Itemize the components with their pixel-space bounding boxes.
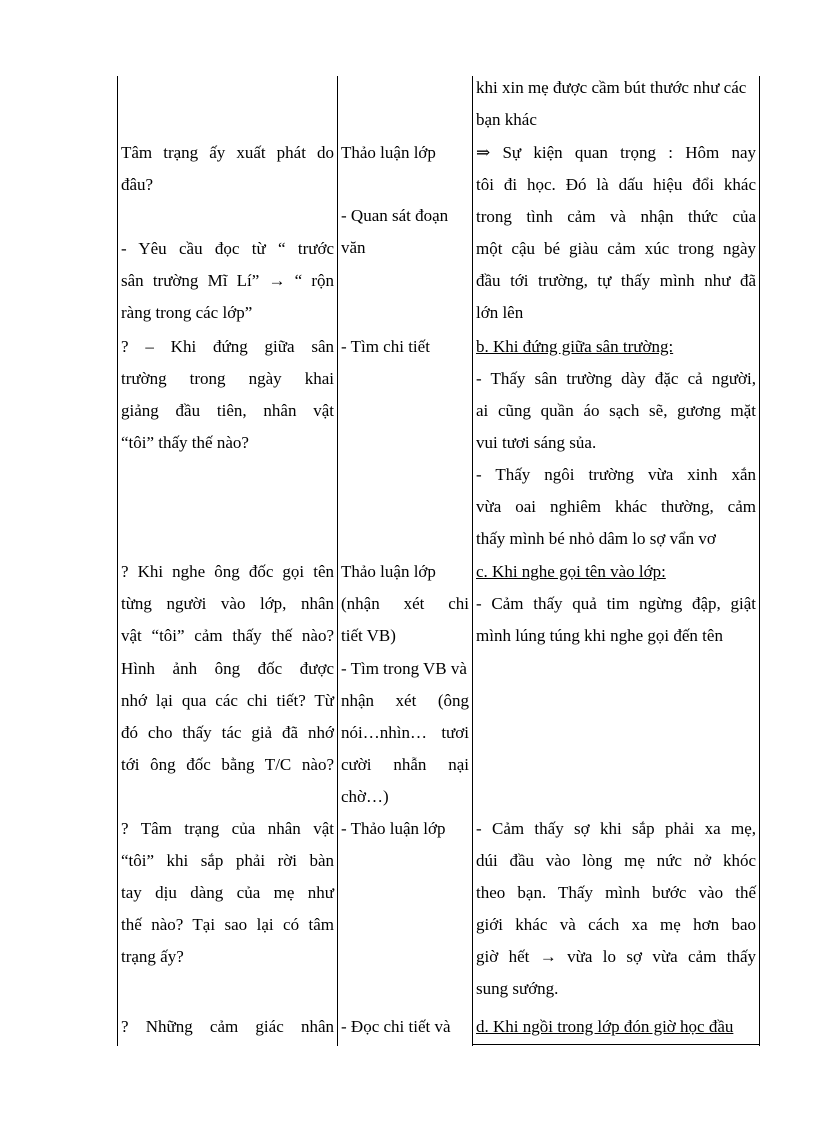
col1-question-5: Hình ảnh ông đốc được nhớ lại qua các chi tiết? Từ đó cho thấy tác giả đã nhớ tới ông đốc bằng T/C nào? <box>121 659 334 774</box>
col1-question-6: ? Tâm trạng của nhân vật “tôi” khi sắp phải rời bàn tay dịu dàng của mẹ như thế nào? Tại sao lại có tâm trạng ấy? <box>121 819 334 966</box>
col1-question-3: ? – Khi đứng giữa sân trường trong ngày khai giảng đầu tiên, nhân vật “tôi” thấy thế nào? <box>121 337 334 452</box>
col2-activity-4: Thảo luận lớp (nhận xét chi tiết VB) <box>341 562 469 645</box>
col3-content-6: - Cảm thấy sợ khi sắp phải xa mẹ, dúi đầu vào lòng mẹ nức nở khóc theo bạn. Thấy mình bước vào thế giới khác và cách xa mẹ hơn bao giờ hết → vừa lo sợ vừa cảm thấy sung sướng. <box>476 819 756 998</box>
col1-question-4: ? Khi nghe ông đốc gọi tên từng người vào lớp, nhân vật “tôi” cảm thấy thế nào? <box>121 562 334 645</box>
col3-content-4: - Thấy ngôi trường vừa xinh xắn vừa oai nghiêm khác thường, cảm thấy mình bé nhỏ dâm lo sợ vẩn vơ <box>476 465 756 548</box>
col2-activity-5: - Tìm trong VB và nhận xét (ông nói…nhìn… tươi cười nhẫn nại chờ…) <box>341 659 469 806</box>
col2-activity-7: - Đọc chi tiết và <box>341 1017 451 1036</box>
table-border-left <box>117 76 118 1046</box>
col3-heading-c: c. Khi nghe gọi tên vào lớp: <box>476 562 666 581</box>
col2-activity-3: - Tìm chi tiết <box>341 337 430 356</box>
col3-heading-b: b. Khi đứng giữa sân trường: <box>476 337 674 356</box>
table-border-col3 <box>472 76 473 1046</box>
table-border-bottom-col3 <box>472 1044 760 1045</box>
col1-question-1: Tâm trạng ấy xuất phát do đâu? <box>121 143 334 194</box>
col2-activity-2: - Quan sát đoạn văn <box>341 206 449 257</box>
col2-activity-1: Thảo luận lớp <box>341 143 436 162</box>
col2-activity-6: - Thảo luận lớp <box>341 819 446 838</box>
col1-question-2: - Yêu cầu đọc từ “ trước sân trường Mĩ Lí” → “ rộn ràng trong các lớp” <box>121 239 334 322</box>
col3-content-1: khi xin mẹ được cầm bút thước như các bạn khác <box>476 78 747 129</box>
col3-heading-d: d. Khi ngồi trong lớp đón giờ học đầu <box>476 1017 734 1036</box>
table-border-col2 <box>337 76 338 1046</box>
table-border-right <box>759 76 760 1046</box>
col3-content-3: - Thấy sân trường dày đặc cả người, ai cũng quần áo sạch sẽ, gương mặt vui tươi sáng sủa. <box>476 369 756 452</box>
col3-content-5: - Cảm thấy quả tim ngừng đập, giật mình lúng túng khi nghe gọi đến tên <box>476 594 756 645</box>
col1-question-7: ? Những cảm giác nhân <box>121 1017 334 1036</box>
col3-content-2: ⇒ Sự kiện quan trọng : Hôm nay tôi đi học. Đó là dấu hiệu đổi khác trong tình cảm và nhận thức của một cậu bé giàu cảm xúc trong ngày đầu tới trường, tự thấy mình như đã lớn lên <box>476 143 756 322</box>
